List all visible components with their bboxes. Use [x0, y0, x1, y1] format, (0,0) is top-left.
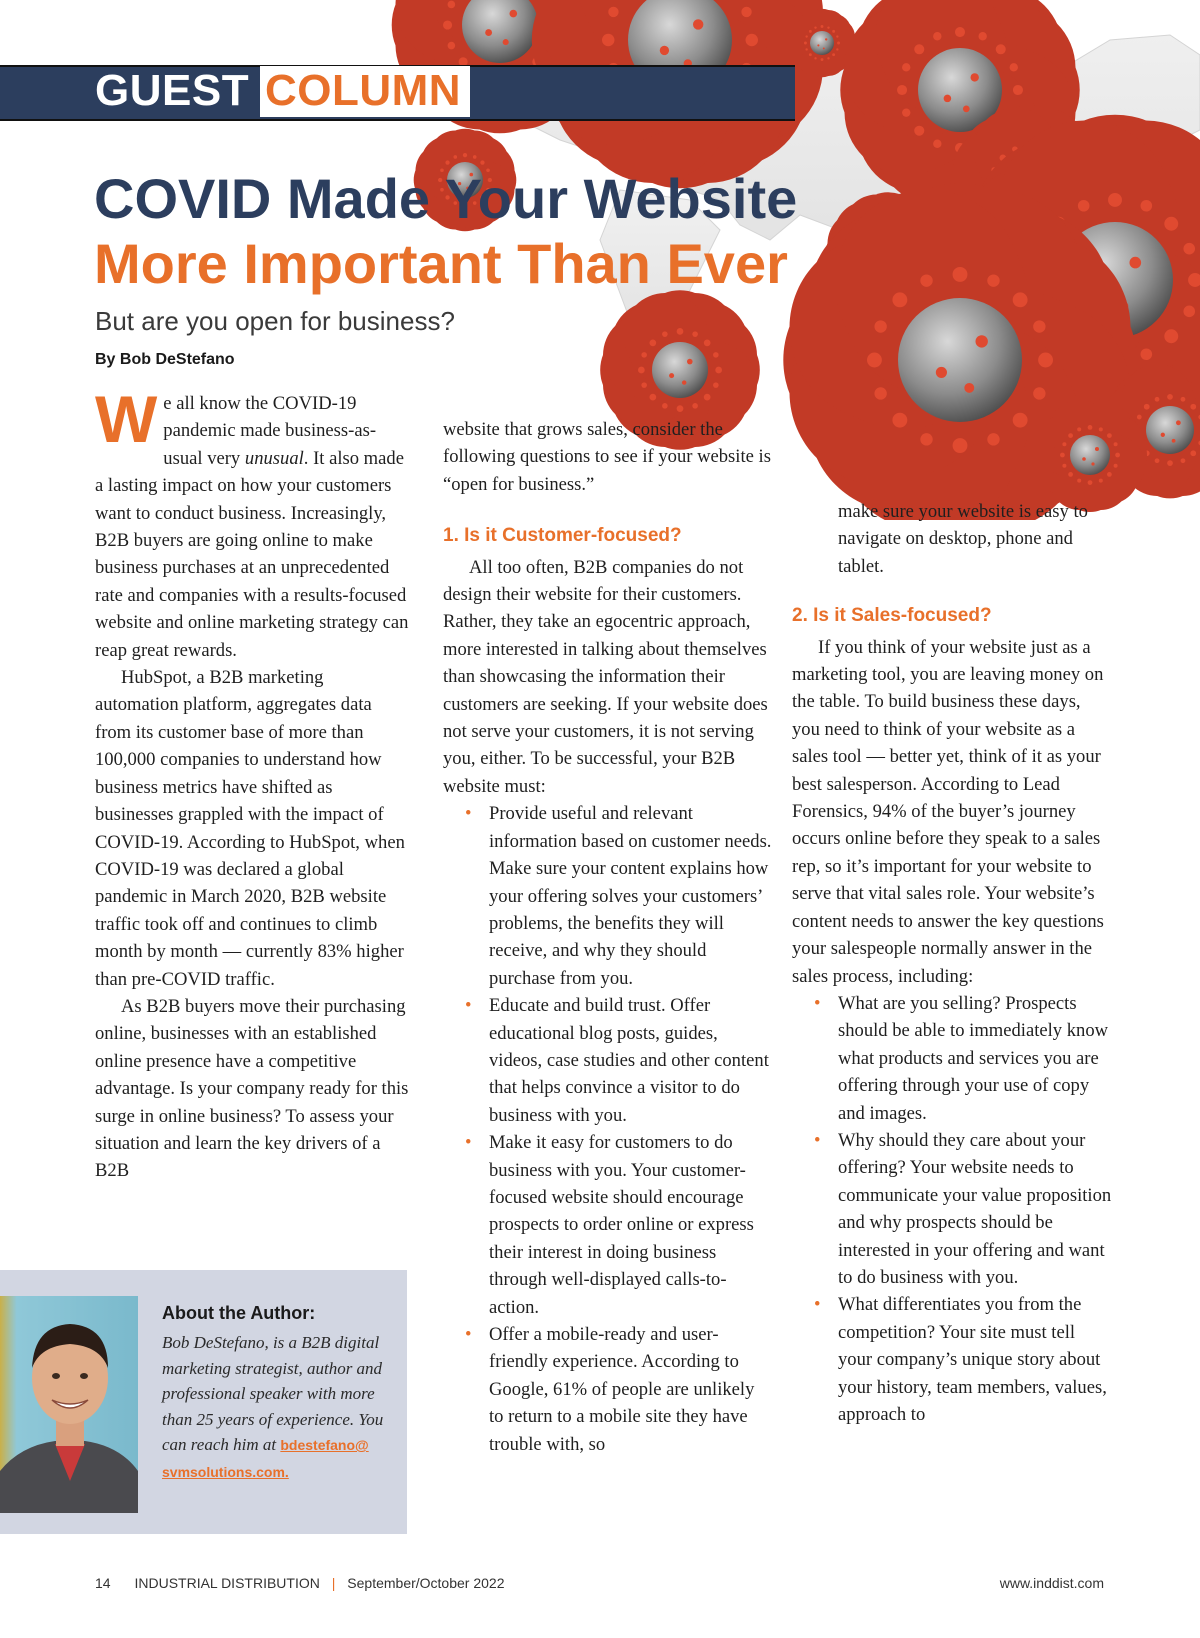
intro-text-rest: . It also made a lasting impact on how your customers want to conduct business. Increasingly, B2B buyers are going online to make business purchases at an unprecedented rate and companies with a results-focused website and online marketing strategy can reap great rewards. — [95, 447, 409, 661]
list-item-text: What differentiates you from the competition? Your site must tell your company’s unique story about your history, team members, values, approach to — [838, 1294, 1107, 1425]
article-deck: But are you open for business? — [95, 306, 455, 336]
list-item-text: Provide useful and relevant information based on customer needs. Make sure your content explains how your offering solves your customers’ problems, the benefits they will receive, and why they should purchase from you. — [489, 803, 772, 989]
list-item — [465, 1129, 773, 1321]
article-column-3 — [792, 498, 1112, 1428]
article-column-2 — [443, 416, 773, 1458]
list-item — [814, 1291, 1112, 1428]
bullet-icon: • — [814, 992, 821, 1014]
author-bio-text: Bob DeStefano, is a B2B digital marketing strategist, author and professional speaker with more than 25 years of experience. You can reach him at — [162, 1333, 384, 1454]
bullet-icon: • — [814, 1129, 821, 1151]
sales-focused-list — [792, 990, 1112, 1429]
section-heading-customer-focused: 1. Is it Customer-focused? — [443, 525, 682, 547]
page-footer — [95, 1575, 505, 1591]
author-bio — [162, 1330, 392, 1485]
banner-column-label: COLUMN — [265, 66, 462, 115]
list-item — [465, 992, 773, 1129]
continued-bullet-text: make sure your website is easy to navigate on desktop, phone and tablet. — [838, 501, 1088, 577]
section-heading-sales-focused: 2. Is it Sales-focused? — [792, 605, 992, 627]
list-item-text: Offer a mobile-ready and user-friendly experience. According to Google, 61% of people are unlikely to return to a mobile site they have trouble with, so — [489, 1324, 755, 1455]
intro-paragraph — [95, 382, 410, 664]
author-email-link[interactable]: bdestefano@ svmsolutions.com. — [162, 1437, 369, 1480]
hubspot-paragraph: HubSpot, a B2B marketing automation platform, aggregates data from its customer base of more than 100,000 companies to understand how business metrics have shifted as businesses grappled with the impact of COVID-19. According to HubSpot, when COVID-19 was declared a global pandemic in March 2020, B2B website traffic took off and continues to climb month by month — currently 83% higher than pre-COVID traffic. — [95, 667, 405, 990]
list-item-text: What are you selling? Prospects should be able to immediately know what products and services you are offering through your use of copy and images. — [838, 992, 1109, 1124]
bullet-icon: • — [465, 995, 472, 1017]
headline-line-1: COVID Made Your Website — [94, 167, 798, 230]
bullet-icon: • — [465, 1132, 472, 1154]
bullet-icon: • — [465, 803, 472, 825]
author-photo — [0, 1296, 138, 1513]
footer-website[interactable]: www.inddist.com — [999, 1575, 1104, 1591]
list-item — [814, 990, 1112, 1127]
customer-focused-list — [443, 800, 773, 1458]
sales-focused-paragraph: If you think of your website just as a marketing tool, you are leaving money on the table. To build business these days, you need to think of your website as a sales tool — better yet, think of it as your best salesperson. According to Lead Forensics, 94% of the buyer’s journey occurs online before they speak to a sales rep, so it’s important for your website to serve that vital sales role. Your website’s content needs to answer the key questions your salespeople normally answer in the sales process, including: — [792, 636, 1104, 987]
continued-paragraph: website that grows sales, consider the following questions to see if your website is “open for business.” — [443, 419, 771, 495]
list-item — [465, 1321, 773, 1458]
page-number: 14 — [95, 1575, 111, 1591]
list-item-text: Why should they care about your offering? Your website needs to communicate your value proposition and why prospects should be interested in your offering and want to do business with you. — [838, 1129, 1112, 1288]
article-byline: By Bob DeStefano — [95, 351, 235, 368]
list-item — [465, 800, 773, 992]
drop-cap: W — [95, 382, 158, 456]
footer-separator: | — [331, 1575, 336, 1591]
intro-text: e all know the COVID-19 pandemic made business-as-usual very — [163, 393, 377, 469]
publication-name: INDUSTRIAL DISTRIBUTION — [134, 1575, 320, 1591]
list-item-text: Educate and build trust. Offer educational blog posts, guides, videos, case studies and other content that helps convince a visitor to do business with you. — [489, 995, 769, 1126]
about-author-heading: About the Author: — [162, 1303, 316, 1323]
headline-line-2: More Important Than Ever — [94, 232, 788, 295]
article-column-1 — [95, 382, 410, 1185]
bullet-icon: • — [465, 1324, 472, 1345]
online-purchasing-paragraph: As B2B buyers move their purchasing online, businesses with an established online presence have a competitive advantage. Is your company ready for this surge in online business? To assess your situation and learn the key drivers of a B2B — [95, 995, 409, 1182]
author-portrait-icon — [0, 1296, 138, 1513]
customer-focused-paragraph: All too often, B2B companies do not design their website for their customers. Rather, they take an egocentric approach, more interested in talking about themselves than showcasing the information their customers are seeking. If your website does not serve your customers, it is not serving you, either. To be successful, your B2B website must: — [443, 556, 768, 797]
intro-italic: unusual — [244, 447, 304, 469]
banner-guest-label: GUEST — [95, 66, 250, 115]
issue-date: September/October 2022 — [347, 1575, 505, 1591]
list-item — [814, 1127, 1112, 1291]
bullet-icon: • — [814, 1294, 821, 1316]
list-item-text: Make it easy for customers to do business with you. Your customer-focused website should encourage prospects to order online or express their interest in doing business through well-displayed calls-to-action. — [489, 1132, 754, 1318]
